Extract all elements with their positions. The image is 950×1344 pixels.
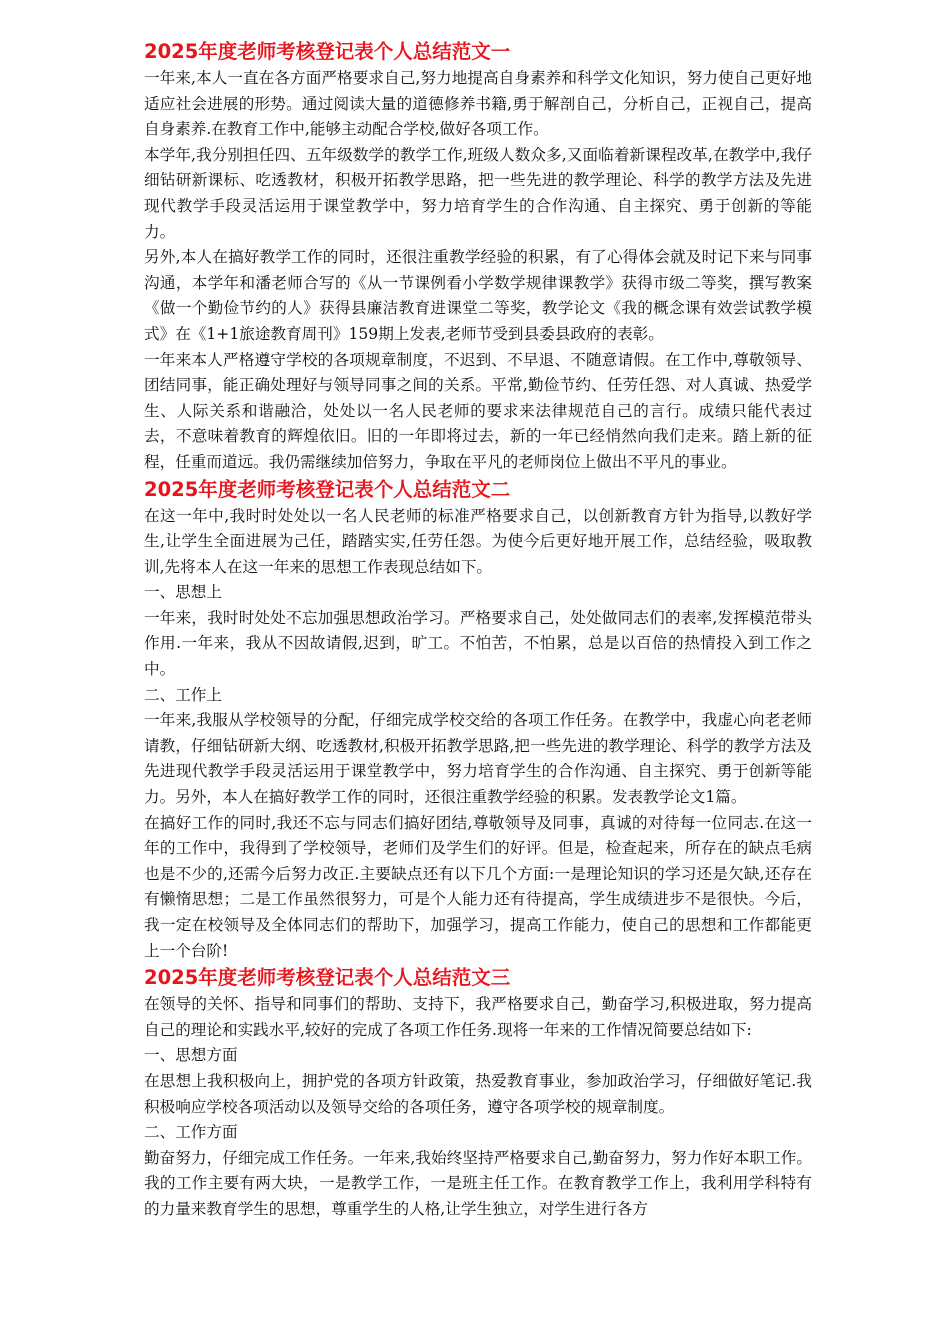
paragraph: 在思想上我积极向上，拥护党的各项方针政策，热爱教育事业，参加政治学习，仔细做好笔记.我积极响应学校各项活动以及领导交给的各项任务，遵守各项学校的规章制度。 bbox=[144, 1071, 812, 1116]
section-1 bbox=[144, 38, 812, 476]
section-title: 2025年度老师考核登记表个人总结范文一 bbox=[144, 40, 511, 63]
paragraph: 勤奋努力，仔细完成工作任务。一年来,我始终坚持严格要求自己,勤奋努力，努力作好本职工作。我的工作主要有两大块，一是教学工作，一是班主任工作。在教育教学工作上，我利用学科特有的力量来教育学生的思想，尊重学生的人格,让学生独立，对学生进行各方 bbox=[144, 1148, 812, 1218]
subheading: 二、工作上 bbox=[144, 685, 222, 704]
document-page bbox=[144, 38, 812, 1223]
paragraph: 在领导的关怀、指导和同事们的帮助、支持下，我严格要求自己，勤奋学习,积极进取，努力提高自己的理论和实践水平,较好的完成了各项工作任务.现将一年来的工作情况简要总结如下: bbox=[144, 995, 812, 1039]
paragraph: 一年来,我服从学校领导的分配，仔细完成学校交给的各项工作任务。在教学中，我虚心向老老师请教，仔细钻研新大纲、吃透教材,积极开拓教学思路,把一些先进的教学理论、科学的教学方法及先进现代教学手段灵活运用于课堂教学中，努力培育学生的合作沟通、自主探究、勇于创新等能力。另外，本人在搞好教学工作的同时，还很注重教学经验的积累。发表教学论文1篇。 bbox=[144, 711, 812, 807]
subheading: 二、工作方面 bbox=[144, 1123, 238, 1142]
section-3 bbox=[144, 964, 812, 1222]
paragraph: 一年来，我时时处处不忘加强思想政治学习。严格要求自己，处处做同志们的表率,发挥模范带头作用.一年来，我从不因故请假,迟到，旷工。不怕苦，不怕累，总是以百倍的热情投入到工作之中。 bbox=[144, 608, 812, 679]
paragraph: 一年来,本人一直在各方面严格要求自己,努力地提高自身素养和科学文化知识，努力使自己更好地适应社会进展的形势。通过阅读大量的道德修养书籍,勇于解剖自己，分析自己，正视自己，提高自身素养.在教育工作中,能够主动配合学校,做好各项工作。 bbox=[144, 69, 812, 139]
paragraph: 另外,本人在搞好教学工作的同时，还很注重教学经验的积累，有了心得体会就及时记下来与同事沟通，本学年和潘老师合写的《从一节课例看小学数学规律课教学》获得市级二等奖，撰写教案《做一个勤俭节约的人》获得县廉洁教育进课堂二等奖，教学论文《我的概念课有效尝试教学模式》在《1+1旅途教育周刊》159期上发表,老师节受到县委县政府的表彰。 bbox=[144, 248, 812, 343]
section-title: 2025年度老师考核登记表个人总结范文二 bbox=[144, 477, 511, 501]
paragraph: 在搞好工作的同时,我还不忘与同志们搞好团结,尊敬领导及同事，真诚的对待每一位同志.在这一年的工作中，我得到了学校领导，老师们及学生们的好评。但是，检查起来，所存在的缺点毛病也是不少的,还需今后努力改正.主要缺点还有以下几个方面:一是理论知识的学习还是欠缺,还存在有懒惰思想；二是工作虽然很努力，可是个人能力还有待提高，学生成绩进步不是很快。今后，我一定在校领导及全体同志们的帮助下，加强学习，提高工作能力，使自己的思想和工作都能更上一个台阶! bbox=[144, 813, 812, 960]
paragraph: 本学年,我分别担任四、五年级数学的教学工作,班级人数众多,又面临着新课程改革,在教学中,我仔细钻研新课标、吃透教材，积极开拓教学思路，把一些先进的教学理论、科学的教学方法及先进现代教学手段灵活运用于课堂教学中，努力培育学生的合作沟通、自主探究、勇于创新的等能力。 bbox=[144, 145, 812, 241]
section-title: 2025年度老师考核登记表个人总结范文三 bbox=[144, 966, 511, 990]
paragraph: 在这一年中,我时时处处以一名人民老师的标准严格要求自己，以创新教育方针为指导,以教好学生,让学生全面进展为己任，踏踏实实,任劳任怨。为使今后更好地开展工作，总结经验，吸取教训,先将本人在这一年来的思想工作表现总结如下。 bbox=[144, 506, 812, 576]
subheading: 一、思想上 bbox=[144, 583, 222, 602]
paragraph: 一年来本人严格遵守学校的各项规章制度，不迟到、不早退、不随意请假。在工作中,尊敬领导、团结同事，能正确处理好与领导同事之间的关系。平常,勤俭节约、任劳任怨、对人真诚、热爱学生、人际关系和谐融洽，处处以一名人民老师的要求来法律规范自己的言行。成绩只能代表过去，不意味着教育的辉煌依旧。旧的一年即将过去，新的一年已经悄然向我们走来。踏上新的征程，任重而道远。我仍需继续加倍努力，争取在平凡的老师岗位上做出不平凡的事业。 bbox=[144, 350, 812, 471]
section-2 bbox=[144, 476, 812, 965]
subheading: 一、思想方面 bbox=[144, 1046, 238, 1065]
